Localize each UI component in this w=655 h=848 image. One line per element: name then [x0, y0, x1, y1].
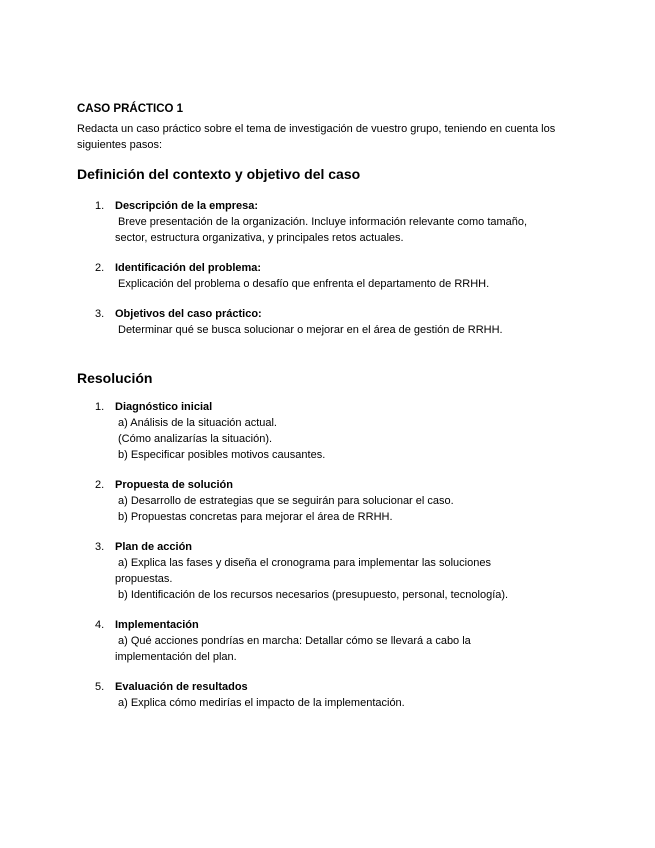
- item-line: a) Análisis de la situación actual.: [118, 417, 277, 429]
- document-title: CASO PRÁCTICO 1: [77, 103, 184, 115]
- list-item: [95, 617, 565, 665]
- item-line: Breve presentación de la organización. Incluye información relevante como tamaño,: [118, 216, 528, 228]
- item-label: Objetivos del caso práctico:: [115, 308, 262, 320]
- intro-paragraph: Redacta un caso práctico sobre el tema de investigación de vuestro grupo, teniendo en cuenta los siguientes pasos:: [77, 123, 556, 151]
- item-line: Determinar qué se busca solucionar o mejorar en el área de gestión de RRHH.: [118, 324, 503, 336]
- list-number: 2.: [95, 262, 105, 274]
- list-item: [95, 198, 565, 246]
- item-line: Explicación del problema o desafío que enfrenta el departamento de RRHH.: [118, 278, 490, 290]
- list-item: [95, 306, 565, 338]
- section-heading-context: Definición del contexto y objetivo del caso: [77, 166, 361, 182]
- item-label: Descripción de la empresa:: [115, 200, 259, 212]
- list-item: [95, 399, 565, 463]
- list-number: 3.: [95, 308, 105, 320]
- list-number: 4.: [95, 619, 105, 631]
- item-label: Identificación del problema:: [115, 262, 262, 274]
- list-item: [95, 679, 565, 711]
- list-number: 1.: [95, 200, 105, 212]
- item-line: b) Propuestas concretas para mejorar el área de RRHH.: [118, 511, 393, 523]
- section-heading-resolution: Resolución: [77, 370, 153, 386]
- item-line: a) Desarrollo de estrategias que se seguirán para solucionar el caso.: [118, 495, 454, 507]
- item-label: Propuesta de solución: [115, 479, 233, 491]
- list-number: 2.: [95, 479, 105, 491]
- list-item: [95, 260, 565, 292]
- list-number: 1.: [95, 401, 105, 413]
- item-line: a) Explica cómo medirías el impacto de la implementación.: [118, 697, 405, 709]
- item-line: propuestas.: [115, 573, 173, 585]
- item-line: a) Explica las fases y diseña el cronograma para implementar las soluciones: [118, 557, 491, 569]
- item-line: sector, estructura organizativa, y principales retos actuales.: [115, 232, 404, 244]
- item-label: Evaluación de resultados: [115, 681, 248, 693]
- list-item: [95, 539, 565, 603]
- item-line: b) Especificar posibles motivos causantes.: [118, 449, 326, 461]
- list-number: 3.: [95, 541, 105, 553]
- item-line: a) Qué acciones pondrías en marcha: Detallar cómo se llevará a cabo la: [118, 635, 471, 647]
- item-label: Plan de acción: [115, 541, 193, 553]
- item-label: Diagnóstico inicial: [115, 401, 213, 413]
- item-line: (Cómo analizarías la situación).: [118, 433, 273, 445]
- item-line: implementación del plan.: [115, 651, 237, 663]
- item-line: b) Identificación de los recursos necesarios (presupuesto, personal, tecnología).: [118, 589, 509, 601]
- list-number: 5.: [95, 681, 105, 693]
- list-item: [95, 477, 565, 525]
- item-label: Implementación: [115, 619, 199, 631]
